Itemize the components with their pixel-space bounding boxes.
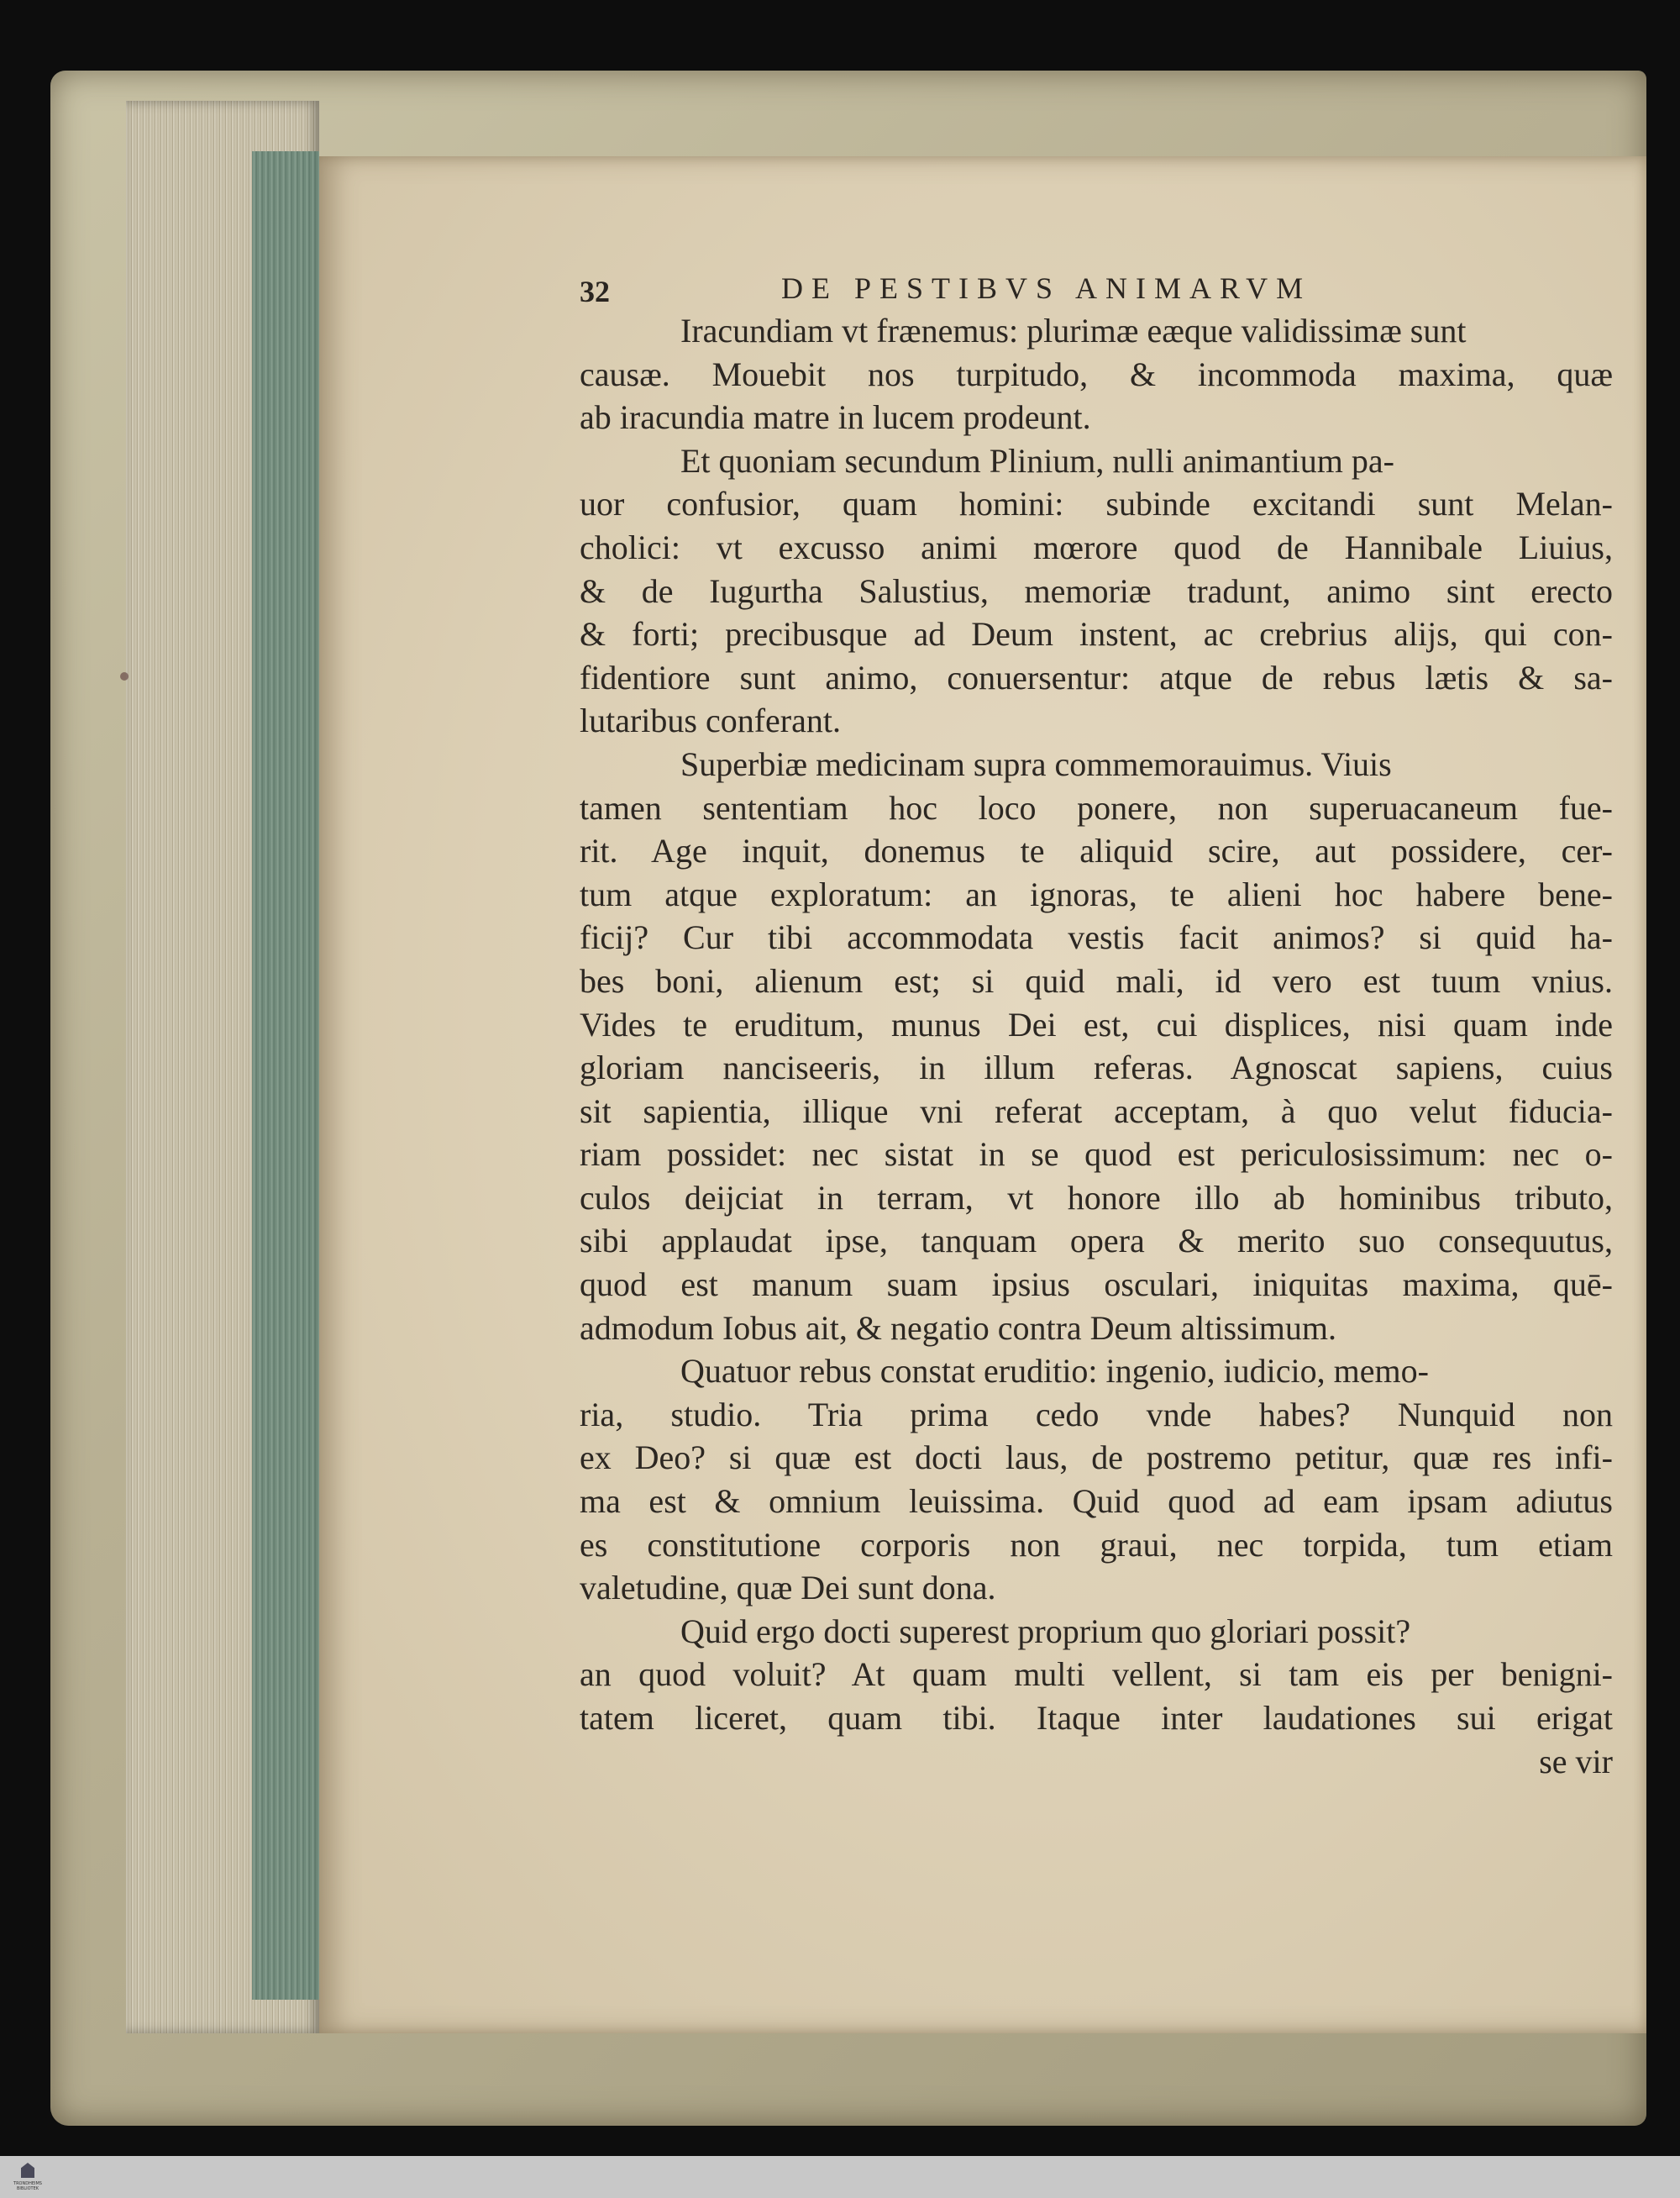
- text-line: bes boni, alienum est; si quid mali, id vero est tuum vnius.: [580, 961, 1613, 1000]
- text-line: lutaribus conferant.: [580, 702, 841, 740]
- text-line: Superbiæ medicinam supra commemorauimus. Viuis: [680, 744, 1392, 783]
- text-line: fidentiore sunt animo, conuersentur: atque de rebus lætis & sa-: [580, 658, 1613, 697]
- text-line: rit. Age inquit, donemus te aliquid scire, aut possidere, cer-: [580, 832, 1613, 870]
- text-line: tamen sententiam hoc loco ponere, non superuacaneum fue-: [580, 788, 1613, 827]
- library-logo-icon[interactable]: [12, 2161, 44, 2193]
- text-line: causæ. Mouebit nos turpitudo, & incommoda maxima, quæ: [580, 355, 1613, 393]
- text-line: Quid ergo docti superest proprium quo gloriari possit?: [680, 1612, 1411, 1650]
- text-line: es constitutione corporis non graui, nec torpida, tum etiam: [580, 1525, 1613, 1564]
- text-line: sit sapientia, illique vni referat acceptam, à quo velut fiducia-: [580, 1091, 1613, 1130]
- text-line: se vir: [1539, 1742, 1613, 1780]
- text-line: Et quoniam secundum Plinium, nulli animantium pa-: [680, 441, 1394, 480]
- text-line: cholici: vt excusso animi mœrore quod de Hannibale Liuius,: [580, 528, 1613, 566]
- text-line: admodum Iobus ait, & negatio contra Deum altissimum.: [580, 1308, 1336, 1347]
- text-line: Iracundiam vt frænemus: plurimæ eæque validissimæ sunt: [680, 312, 1467, 350]
- text-line: ficij? Cur tibi accommodata vestis facit animos? si quid ha-: [580, 918, 1613, 957]
- text-line: ex Deo? si quæ est docti laus, de postremo petitur, quæ res infi-: [580, 1438, 1613, 1477]
- running-head: DE PESTIBVS ANIMARVM: [781, 271, 1312, 305]
- logo-text: TRONDHEIMS BIBLIOTEK: [13, 2181, 42, 2191]
- text-line: & de Iugurtha Salustius, memoriæ tradunt, animo sint erecto: [580, 571, 1613, 610]
- text-line: Vides te eruditum, munus Dei est, cui displices, nisi quam inde: [580, 1005, 1613, 1044]
- text-line: ma est & omnium leuissima. Quid quod ad eam ipsam adiutus: [580, 1482, 1613, 1521]
- body-text: [580, 309, 1613, 1783]
- viewer-footer: [0, 2156, 1680, 2198]
- text-line: tatem liceret, quam tibi. Itaque inter laudationes sui erigat: [580, 1699, 1613, 1737]
- text-line: sibi applaudat ipse, tanquam opera & merito suo consequutus,: [580, 1222, 1613, 1260]
- text-line: valetudine, quæ Dei sunt dona.: [580, 1569, 996, 1607]
- text-line: & forti; precibusque ad Deum instent, ac crebrius alijs, qui con-: [580, 615, 1613, 654]
- text-line: ab iracundia matre in lucem prodeunt.: [580, 398, 1091, 437]
- text-line: gloriam nanciseeris, in illum referas. Agnoscat sapiens, cuius: [580, 1049, 1613, 1087]
- text-line: tum atque exploratum: an ignoras, te alieni hoc habere bene-: [580, 875, 1613, 913]
- page-header: [580, 271, 1462, 308]
- colored-page-edge: [252, 151, 319, 2000]
- text-line: culos deijciat in terram, vt honore illo ab hominibus tributo,: [580, 1178, 1613, 1217]
- text-line: ria, studio. Tria prima cedo vnde habes? Nunquid non: [580, 1395, 1613, 1433]
- text-line: Quatuor rebus constat eruditio: ingenio, iudicio, memo-: [680, 1352, 1429, 1391]
- folio-number: 32: [580, 275, 610, 308]
- text-line: uor confusior, quam homini: subinde excitandi sunt Melan-: [580, 485, 1613, 523]
- text-line: quod est manum suam ipsius osculari, iniquitas maxima, quē-: [580, 1265, 1613, 1304]
- text-line: an quod voluit? At quam multi vellent, si tam eis per benigni-: [580, 1655, 1613, 1694]
- ink-spot: [120, 672, 129, 681]
- text-line: riam possidet: nec sistat in se quod est periculosissimum: nec o-: [580, 1135, 1613, 1174]
